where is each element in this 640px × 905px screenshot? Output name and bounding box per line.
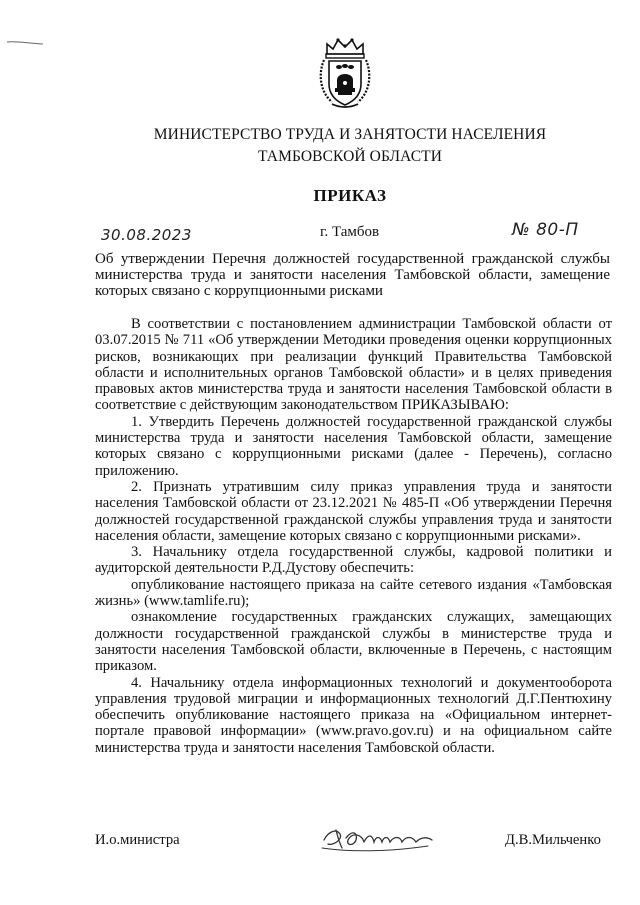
signatory-name: Д.В.Мильченко [505,832,601,848]
order-number-handwritten: № 80-П [512,220,579,240]
order-item-3: 3. Начальнику отдела государственной службы, кадровой политики и аудиторской деятельности Р.Д.Дустову обеспечить: [95,544,612,577]
handwritten-signature-icon [318,818,442,858]
ministry-name-line1: МИНИСТЕРСТВО ТРУДА И ЗАНЯТОСТИ НАСЕЛЕНИЯ [153,126,547,143]
order-item-3a: опубликование настоящего приказа на сайте сетевого издания «Тамбовская жизнь» (www.tamlife.ru); [95,576,612,610]
ministry-name-line2: ТАМБОВСКОЙ ОБЛАСТИ [258,148,442,165]
order-preamble: В соответствии с постановлением администрации Тамбовской области от 03.07.2015 № 711 «Об утверждении Методики проведения оценки коррупционных рисков, возникающих при реализации функций Правительства Тамбовской области и исполнительных органов Тамбовской области» и в целях приведения правовых актов министерства труда и занятости населения Тамбовской области в соответствие с действующим законодательством ПРИКАЗЫВАЮ: [95,316,612,414]
scan-artifact-mark [6,40,44,46]
order-item-4: 4. Начальнику отдела информационных технологий и документооборота управления трудовой миграции и информационных технологий Д.Г.Пентюхину обеспечить опубликование настоящего приказа на «Официальном интернет-портале правовой информации» (www.pravo.gov.ru) и на официальном сайте министерства труда и занятости населения Тамбовской области. [95,674,612,756]
order-item-1: 1. Утвердить Перечень должностей государственной гражданской службы министерства труда и занятости населения Тамбовской области, замещение которых связано с коррупционными рисками (далее - Перечень), согласно приложению. [95,413,612,479]
order-subject: Об утверждении Перечня должностей государственной гражданской службы министерства труда и занятости населения Тамбовской области, замещение которых связано с коррупционными рисками [95,251,610,299]
document-type-title: ПРИКАЗ [313,186,387,205]
order-item-2: 2. Признать утратившим силу приказ управления труда и занятости населения Тамбовской области от 23.12.2021 № 485-П «Об утверждении Перечня должностей государственной гражданской службы управления труда и занятости населения области, замещение которых связано с коррупционными рисками». [95,478,612,544]
order-body [95,316,612,756]
signatory-position: И.о.министра [95,832,180,848]
tambov-coat-of-arms-icon [318,36,372,110]
ministry-name [60,124,640,168]
order-item-3b: ознакомление государственных гражданских служащих, замещающих должности государственной гражданской службы в министерстве труда и занятости населения Тамбовской области, включенные в Перечень, с настоящим приказом. [95,609,612,675]
order-date-handwritten: 30.08.2023 [101,226,192,244]
order-city: г. Тамбов [320,224,380,240]
